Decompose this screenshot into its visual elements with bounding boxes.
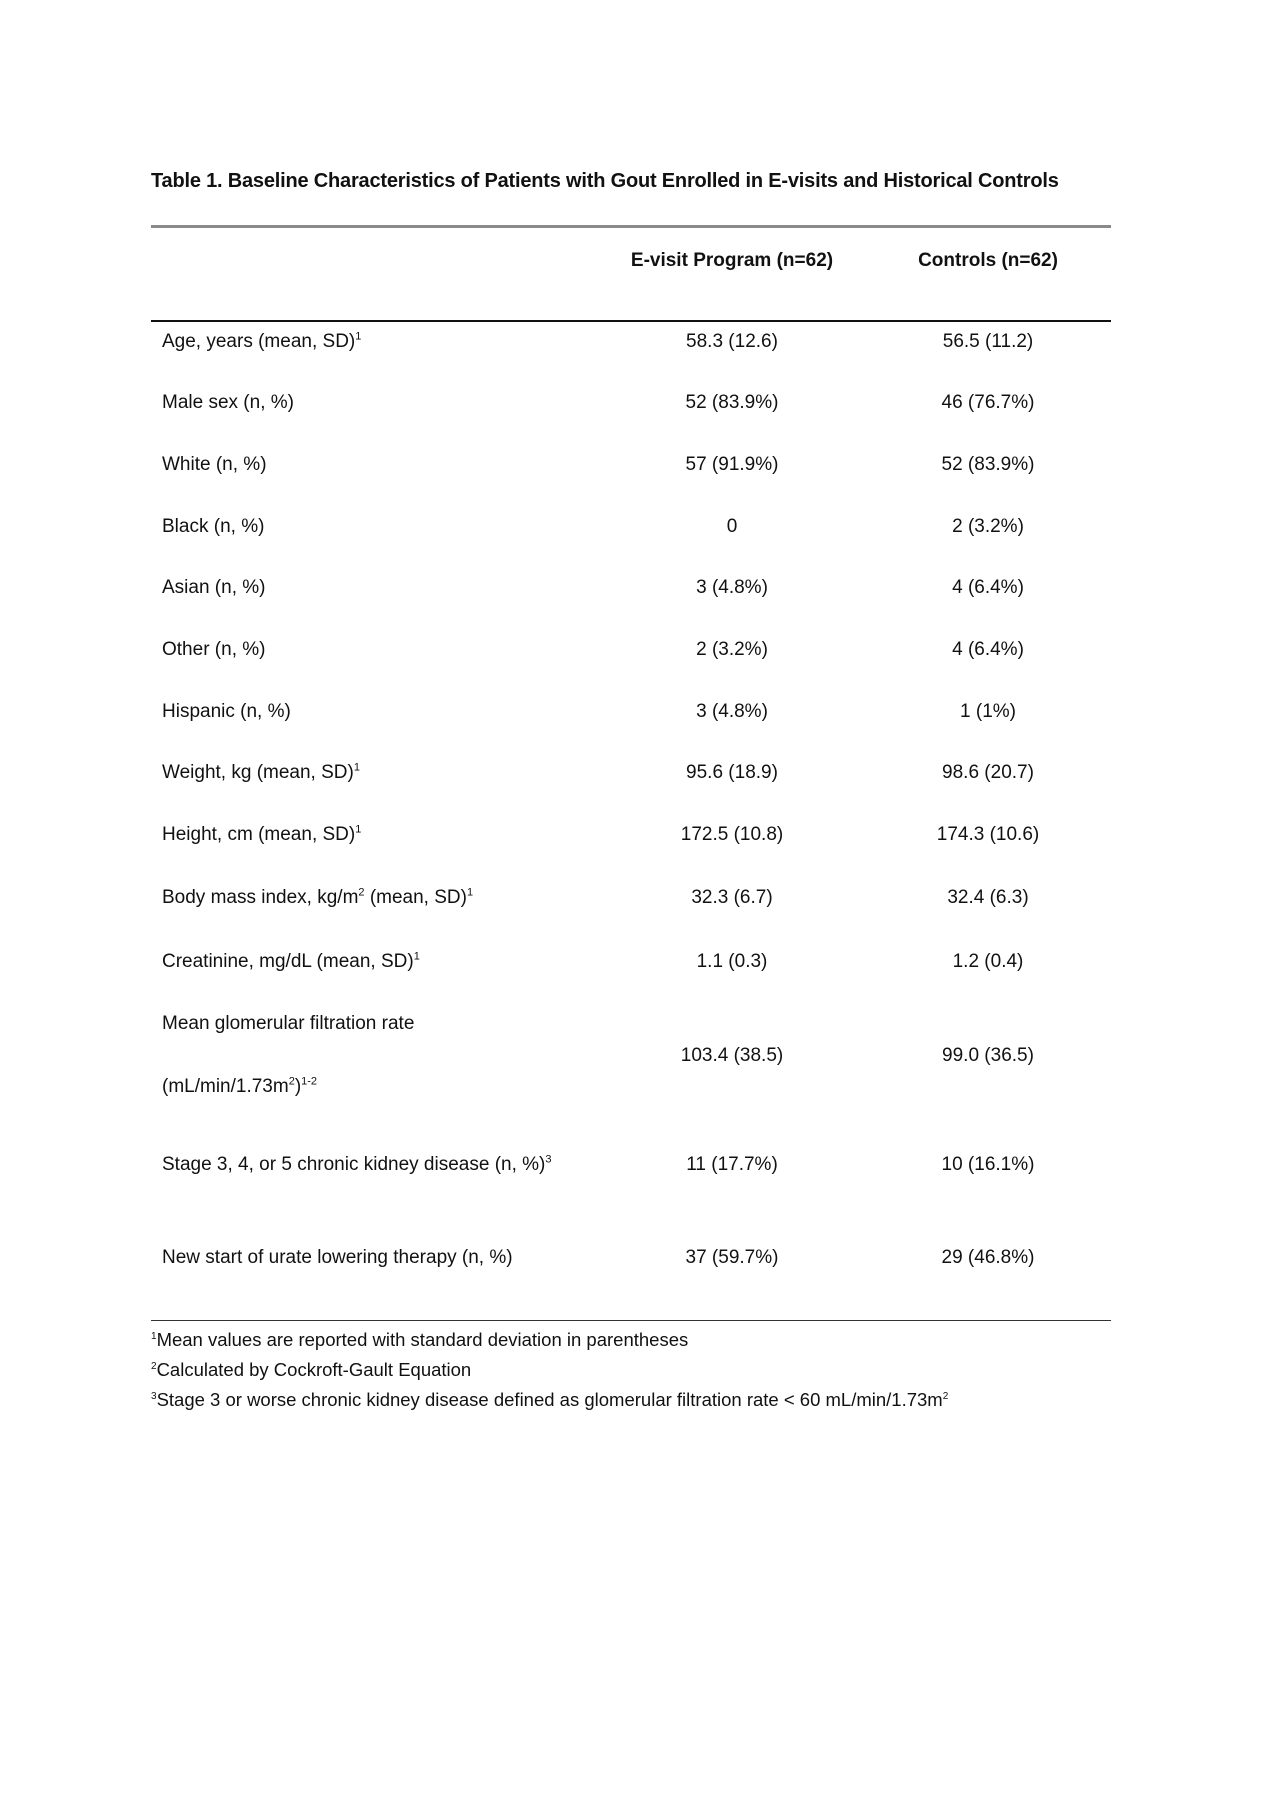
row-label-text: Height, cm (mean, SD) (162, 824, 356, 845)
cell-evisit-asian: 3 (4.8%) (696, 577, 768, 598)
footnote-mark: 1 (151, 1330, 157, 1342)
unit-exponent: 2 (358, 886, 365, 899)
footnote-3 (151, 1389, 948, 1411)
row-label-weight (162, 762, 360, 784)
footnote-ref: 1 (355, 330, 362, 343)
row-label-hispanic: Hispanic (n, %) (162, 701, 291, 722)
cell-evisit-ckd: 11 (17.7%) (686, 1154, 778, 1175)
cell-controls-weight: 98.6 (20.7) (942, 762, 1034, 783)
cell-evisit-hispanic: 3 (4.8%) (696, 701, 768, 722)
row-label-male-sex: Male sex (n, %) (162, 392, 294, 413)
cell-controls-hispanic: 1 (1%) (960, 701, 1016, 722)
row-label-height (162, 824, 361, 846)
table-bottom-rule (151, 1320, 1111, 1321)
cell-evisit-white: 57 (91.9%) (685, 454, 779, 475)
row-label-other: Other (n, %) (162, 639, 266, 660)
footnote-text: Calculated by Cockroft-Gault Equation (156, 1359, 472, 1380)
cell-evisit-gfr: 103.4 (38.5) (680, 1045, 784, 1066)
cell-controls-other: 4 (6.4%) (952, 639, 1024, 660)
footnote-text: Mean values are reported with standard deviation in parentheses (156, 1329, 689, 1350)
footnote-ref: 1 (355, 823, 362, 836)
footnote-ref: 1-2 (301, 1075, 318, 1088)
footnote-ref: 1 (413, 950, 420, 963)
unit-exponent: 2 (942, 1390, 949, 1402)
cell-controls-urate-therapy: 29 (46.8%) (941, 1247, 1035, 1268)
cell-evisit-height: 172.5 (10.8) (680, 824, 784, 845)
table-top-rule (151, 225, 1111, 228)
footnote-text: Stage 3 or worse chronic kidney disease defined as glomerular filtration rate < 60 mL/min/1.73m (156, 1389, 943, 1410)
cell-controls-white: 52 (83.9%) (941, 454, 1035, 475)
row-label-text: Age, years (mean, SD) (162, 331, 356, 352)
footnote-mark: 2 (151, 1360, 157, 1372)
footnote-2 (151, 1359, 471, 1381)
row-label-black: Black (n, %) (162, 516, 265, 537)
footnote-ref: 3 (545, 1153, 552, 1166)
row-label-gfr-line2 (162, 1076, 317, 1098)
cell-controls-black: 2 (3.2%) (952, 516, 1024, 537)
cell-evisit-black: 0 (726, 516, 738, 537)
header-rule (151, 320, 1111, 322)
row-label-text: Creatinine, mg/dL (mean, SD) (162, 951, 414, 972)
row-label-text: (mean, SD) (364, 887, 467, 908)
row-label-urate-therapy: New start of urate lowering therapy (n, %) (162, 1247, 513, 1268)
cell-evisit-age: 58.3 (12.6) (686, 331, 778, 352)
row-label-text: ) (294, 1076, 302, 1097)
row-label-ckd (162, 1154, 552, 1176)
row-label-text: Weight, kg (mean, SD) (162, 762, 354, 783)
cell-controls-height: 174.3 (10.6) (936, 824, 1040, 845)
cell-controls-ckd: 10 (16.1%) (941, 1154, 1035, 1175)
footnote-mark: 3 (151, 1390, 157, 1402)
cell-evisit-creatinine: 1.1 (0.3) (696, 951, 768, 972)
cell-controls-creatinine: 1.2 (0.4) (952, 951, 1024, 972)
row-label-creatinine (162, 951, 420, 973)
cell-controls-male-sex: 46 (76.7%) (941, 392, 1035, 413)
footnote-ref: 1 (353, 761, 360, 774)
row-label-gfr-line1: Mean glomerular filtration rate (162, 1013, 415, 1034)
row-label-bmi (162, 887, 473, 909)
cell-evisit-bmi: 32.3 (6.7) (691, 887, 773, 908)
row-label-age (162, 331, 361, 353)
footnote-1 (151, 1329, 688, 1351)
row-label-text: (mL/min/1.73m (162, 1076, 289, 1097)
cell-controls-bmi: 32.4 (6.3) (947, 887, 1029, 908)
cell-evisit-other: 2 (3.2%) (696, 639, 768, 660)
row-label-text: Body mass index, kg/m (162, 887, 359, 908)
cell-controls-asian: 4 (6.4%) (952, 577, 1024, 598)
column-header-controls: Controls (n=62) (918, 250, 1058, 271)
cell-controls-gfr: 99.0 (36.5) (942, 1045, 1034, 1066)
row-label-asian: Asian (n, %) (162, 577, 266, 598)
cell-evisit-urate-therapy: 37 (59.7%) (685, 1247, 779, 1268)
cell-evisit-male-sex: 52 (83.9%) (685, 392, 779, 413)
cell-evisit-weight: 95.6 (18.9) (686, 762, 778, 783)
row-label-white: White (n, %) (162, 454, 267, 475)
table-title: Table 1. Baseline Characteristics of Patients with Gout Enrolled in E-visits and Historical Controls (151, 170, 1059, 192)
column-header-evisit: E-visit Program (n=62) (630, 250, 834, 271)
unit-exponent: 2 (288, 1075, 295, 1088)
cell-controls-age: 56.5 (11.2) (942, 331, 1034, 352)
row-label-text: Stage 3, 4, or 5 chronic kidney disease (n, %) (162, 1154, 546, 1175)
footnote-ref: 1 (466, 886, 474, 899)
